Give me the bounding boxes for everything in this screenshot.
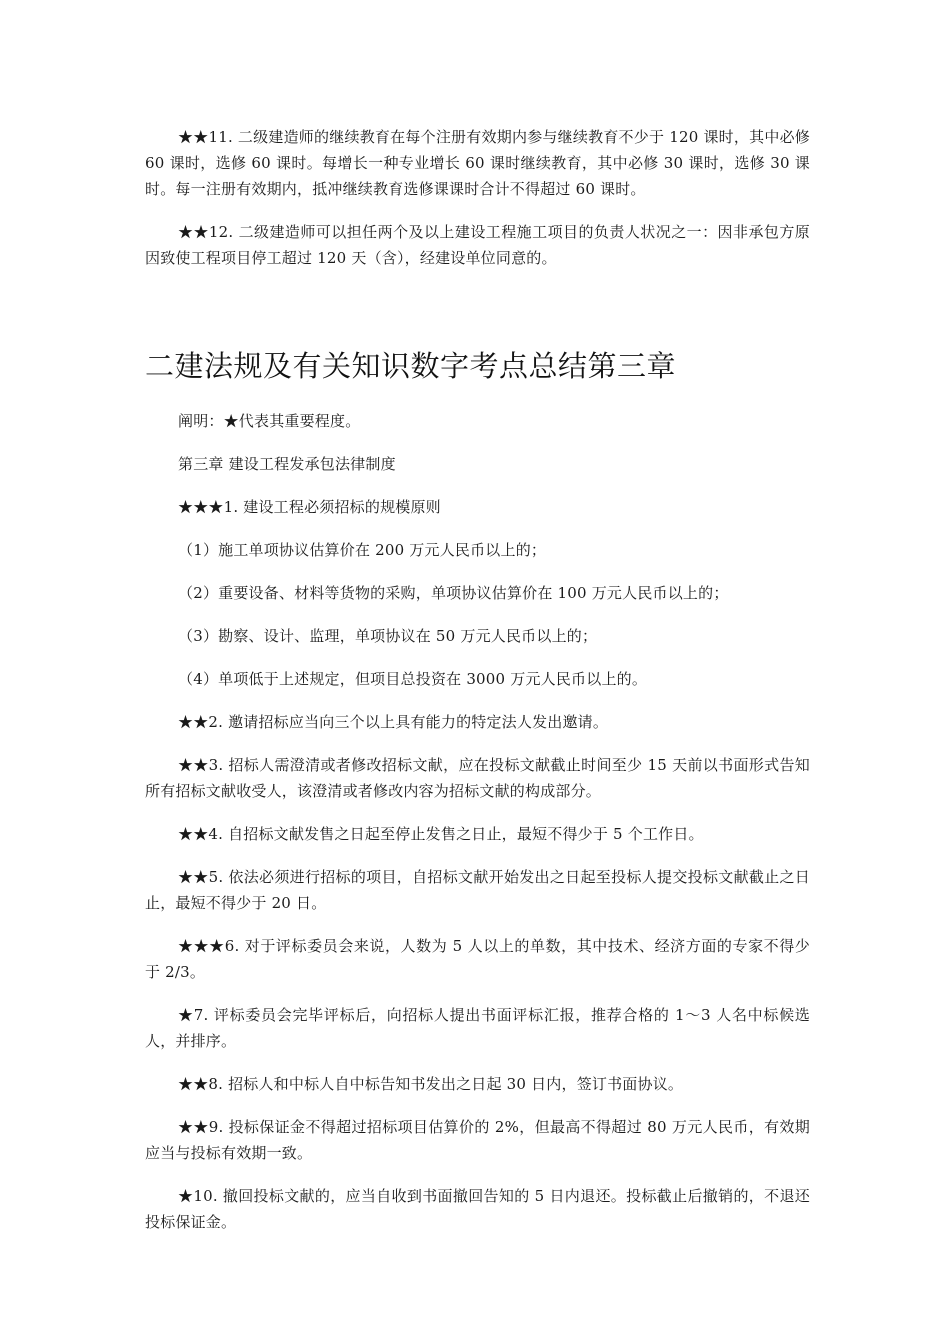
list-item: （3）勘察、设计、监理，单项协议在 50 万元人民币以上的； — [178, 627, 598, 645]
list-item: ★★2. 邀请招标应当向三个以上具有能力的特定法人发出邀请。 — [178, 713, 609, 731]
list-item: ★7. 评标委员会完毕评标后，向招标人提出书面评标汇报，推荐合格的 1～3 人名中标候选人，并排序。 — [145, 1006, 810, 1050]
list-item: ★★8. 招标人和中标人自中标告知书发出之日起 30 日内，签订书面协议。 — [178, 1075, 684, 1093]
paragraph-item-11: ★★11. 二级建造师的继续教育在每个注册有效期内参与继续教育不少于 120 课时，其中必修 60 课时，选修 60 课时。每增长一种专业增长 60 课时继续教育，其中必修 30 课时，选修 30 课时。每一注册有效期内，抵冲继续教育选修课课时合计不得超过 60 课时。 — [145, 128, 810, 198]
list-item: ★★9. 投标保证金不得超过招标项目估算价的 2%，但最高不得超过 80 万元人民币，有效期应当与投标有效期一致。 — [145, 1118, 810, 1162]
document-page — [145, 124, 810, 1252]
note-paragraph: 阐明：★代表其重要程度。 — [178, 412, 361, 430]
list-item: （4）单项低于上述规定，但项目总投资在 3000 万元人民币以上的。 — [178, 670, 648, 688]
list-item: （2）重要设备、材料等货物的采购，单项协议估算价在 100 万元人民币以上的； — [178, 584, 729, 602]
section-heading: 二建法规及有关知识数字考点总结第三章 — [145, 349, 677, 383]
list-item: ★★4. 自招标文献发售之日起至停止发售之日止，最短不得少于 5 个工作日。 — [178, 825, 704, 843]
list-item: ★★3. 招标人需澄清或者修改招标文献，应在投标文献截止时间至少 15 天前以书面形式告知所有招标文献收受人，该澄清或者修改内容为招标文献的构成部分。 — [145, 756, 810, 800]
list-item: ★★5. 依法必须进行招标的项目，自招标文献开始发出之日起至投标人提交投标文献截止之日止，最短不得少于 20 日。 — [145, 868, 810, 912]
list-item: ★★★1. 建设工程必须招标的规模原则 — [178, 498, 441, 516]
list-item: ★10. 撤回投标文献的，应当自收到书面撤回告知的 5 日内退还。投标截止后撤销的，不退还投标保证金。 — [145, 1187, 810, 1231]
list-item: ★★★6. 对于评标委员会来说，人数为 5 人以上的单数，其中技术、经济方面的专家不得少于 2/3。 — [145, 937, 810, 981]
list-item: （1）施工单项协议估算价在 200 万元人民币以上的； — [178, 541, 547, 559]
chapter-title: 第三章 建设工程发承包法律制度 — [178, 455, 396, 473]
paragraph-item-12: ★★12. 二级建造师可以担任两个及以上建设工程施工项目的负责人状况之一：因非承包方原因致使工程项目停工超过 120 天（含），经建设单位同意的。 — [145, 223, 810, 267]
